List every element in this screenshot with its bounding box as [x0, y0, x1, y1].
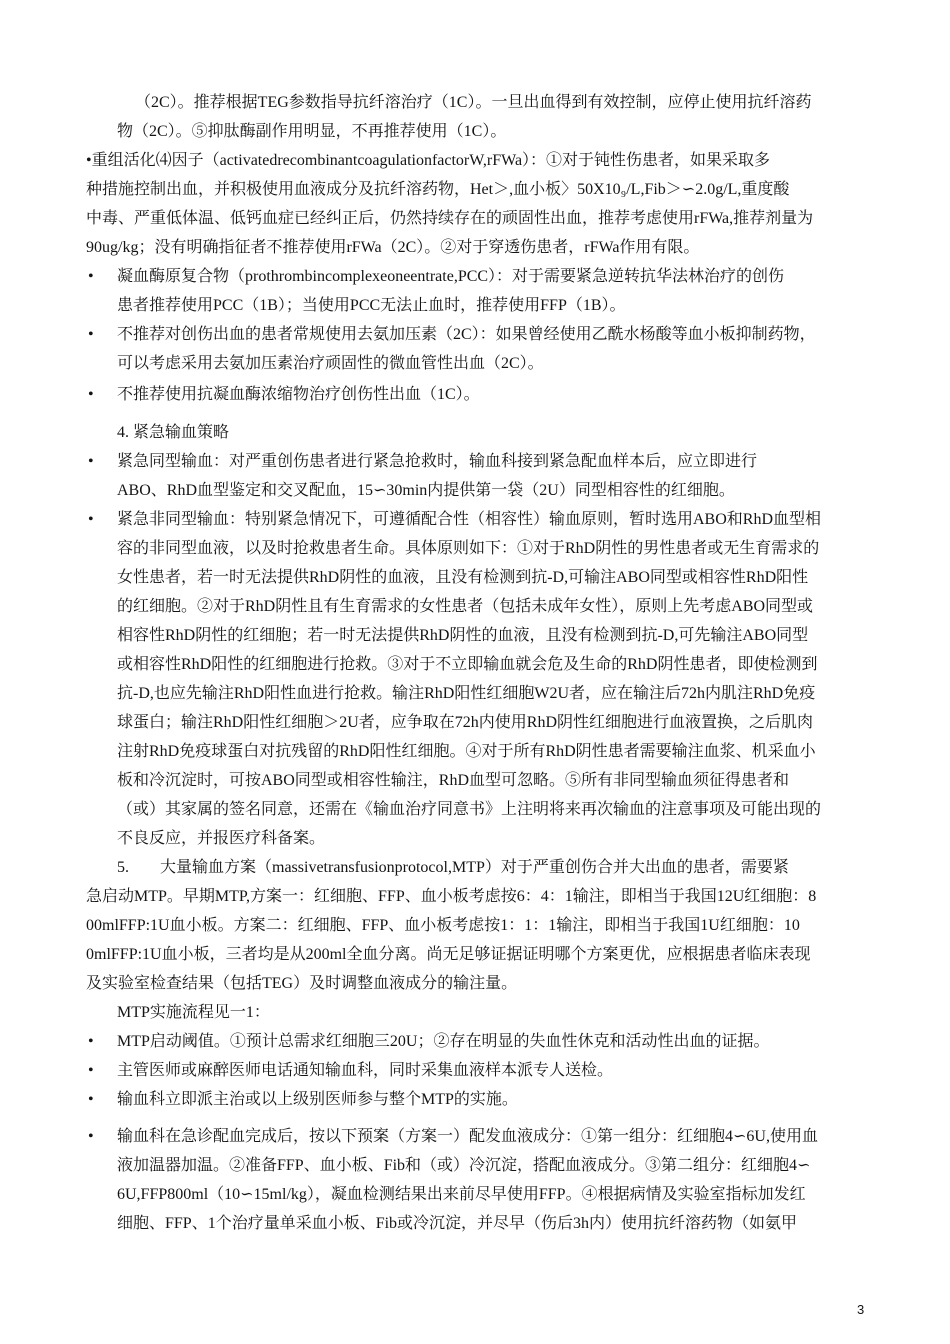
bullet-marker: • [88, 268, 94, 285]
text-line: ABO、RhD血型鉴定和交叉配血，15∽30min内提供第一袋（2U）同型相容性的红细胞。 [117, 482, 735, 499]
text-line: 凝血酶原复合物（prothrombincomplexeoneentrate,PCC）：对于需要紧急逆转抗华法林治疗的创伤 [117, 268, 785, 285]
page-body [86, 88, 868, 1238]
text-line: 注射RhD免疫球蛋白对抗残留的RhD阳性红细胞。④对于所有RhD阴性患者需要输注血浆、机采血小 [117, 743, 816, 760]
bullet-item-mtp-threshold [86, 1027, 868, 1056]
text-line: 细胞、FFP、1个治疗量单采血小板、Fib或冷沉淀，并尽早（伤后3h内）使用抗纤溶药物（如氨甲 [117, 1215, 798, 1232]
text-line: 相容性RhD阴性的红细胞；若一时无法提供RhD阴性的血液，且没有检测到抗-D,可先输注ABO同型 [117, 627, 809, 644]
text-line: 00mlFFP:1U血小板。方案二：红细胞、FFP、血小板考虑按1：1：1输注，即相当于我国1U红细胞：10 [86, 917, 800, 934]
bullet-item-supervise [86, 1085, 868, 1114]
section-number: 5. [117, 859, 129, 876]
paragraph-antifibrinolytic-continued [86, 88, 868, 146]
bullet-marker: • [88, 511, 94, 528]
text-line: 中毒、严重低体温、低钙血症已经纠正后，仍然持续存在的顽固性出血，推荐考虑使用rFWa,推荐剂量为 [86, 210, 814, 227]
text-line: 球蛋白；输注RhD阳性红细胞＞2U者，应争取在72h内使用RhD阴性红细胞进行血液置换，之后肌肉 [117, 714, 814, 731]
text-line: （或）其家属的签名同意，还需在《输血治疗同意书》上注明将来再次输血的注意事项及可能出现的 [117, 801, 822, 818]
bullet-item-dispense [86, 1122, 868, 1238]
text-line: 物（2C）。⑤抑肽酶副作用明显，不再推荐使用（1C）。 [117, 123, 507, 140]
mtp-flow-label: MTP实施流程见一1： [117, 1004, 270, 1021]
bullet-item-antithrombin [86, 380, 868, 409]
page-number: 3 [857, 1302, 865, 1317]
text-line: MTP启动阈值。①预计总需求红细胞三20U；②存在明显的失血性休克和活动性出血的证据。 [117, 1033, 770, 1050]
text-line: 0mlFFP:1U血小板，三者均是从200ml全血分离。尚无足够证据证明哪个方案更优，应根据患者临床表现 [86, 946, 811, 963]
text-line: 紧急非同型输血：特别紧急情况下，可遵循配合性（相容性）输血原则，暂时选用ABO和RhD血型相 [117, 511, 822, 528]
text-line: 容的非同型血液，以及时抢救患者生命。具体原则如下：①对于RhD阴性的男性患者或无生育需求的 [117, 540, 820, 557]
text-line: 不推荐对创伤出血的患者常规使用去氨加压素（2C）：如果曾经使用乙酰水杨酸等血小板抑制药物， [117, 326, 816, 343]
text-line: 或相容性RhD阳性的红细胞进行抢救。③对于不立即输血就会危及生命的RhD阴性患者，即使检测到 [117, 656, 818, 673]
text-line: 90ug/kg；没有明确指征者不推荐使用rFWa（2C）。②对于穿透伤患者，rFWa作用有限。 [86, 239, 700, 256]
section-heading-emergency-transfusion: 4. 紧急输血策略 [117, 424, 230, 441]
bullet-item-same-type [86, 447, 868, 505]
text-line: 女性患者，若一时无法提供RhD阴性的血液，且没有检测到抗-D,可输注ABO同型或相容性RhD阳性 [117, 569, 809, 586]
bullet-marker: • [88, 1091, 94, 1108]
bullet-item-desmopressin [86, 320, 868, 378]
bullet-marker: • [88, 326, 94, 343]
text-line: 不良反应，并报医疗科备案。 [117, 830, 326, 847]
paragraph-rfviia [86, 146, 868, 262]
bullet-marker: • [88, 453, 94, 470]
bullet-marker: • [88, 386, 94, 403]
text-line: （2C）。推荐根据TEG参数指导抗纤溶治疗（1C）。一旦出血得到有效控制，应停止使用抗纤溶药 [135, 94, 812, 111]
text-line: 可以考虑采用去氨加压素治疗顽固性的微血管性出血（2C）。 [117, 355, 544, 372]
text-line: 主管医师或麻醉医师电话通知输血科，同时采集血液样本派专人送检。 [117, 1062, 614, 1079]
bullet-item-non-same-type [86, 505, 868, 853]
text-line: 输血科立即派主治或以上级别医师参与整个MTP的实施。 [117, 1091, 518, 1108]
text-line: 抗-D,也应先输注RhD阳性血进行抢救。输注RhD阳性红细胞W2U者，应在输注后72h内肌注RhD免疫 [117, 685, 816, 702]
text-line: 液加温器加温。②准备FFP、血小板、Fib和（或）冷沉淀，搭配血液成分。③第二组分：红细胞4∽ [117, 1157, 811, 1174]
text-line [86, 853, 868, 882]
text-line: 患者推荐使用PCC（1B）；当使用PCC无法止血时，推荐使用FFP（1B）。 [117, 297, 626, 314]
text-line: 紧急同型输血：对严重创伤患者进行紧急抢救时，输血科接到紧急配血样本后，应立即进行 [117, 453, 758, 470]
bullet-item-pcc [86, 262, 868, 320]
bullet-marker: • [88, 1033, 94, 1050]
text-line: 急启动MTP。早期MTP,方案一：红细胞、FFP、血小板考虑按6：4：1输注，即相当于我国12U红细胞：8 [86, 888, 817, 905]
text-line: 种措施控制出血，并积极使用血液成分及抗纤溶药物，Het＞,血小板〉50X10₉/L,Fib＞∽2.0g/L,重度酸 [86, 181, 790, 198]
text-line: 6U,FFP800ml（10∽15ml/kg），凝血检测结果出来前尽早使用FFP。④根据病情及实验室指标加发红 [117, 1186, 806, 1203]
text-line: •重组活化⑷因子（activatedrecombinantcoagulationfactorW,rFWa）：①对于钝性伤患者，如果采取多 [86, 152, 771, 169]
text-line: 板和冷沉淀时，可按ABO同型或相容性输注，RhD血型可忽略。⑤所有非同型输血须征得患者和 [117, 772, 790, 789]
bullet-marker: • [88, 1062, 94, 1079]
text-line: 及实验室检查结果（包括TEG）及时调整血液成分的输注量。 [86, 975, 518, 992]
paragraph-massive-transfusion-protocol [86, 853, 868, 998]
bullet-marker: • [88, 1128, 94, 1145]
bullet-item-notify [86, 1056, 868, 1085]
text-segment: 大量输血方案（massivetransfusionprotocol,MTP）对于严重创伤合并大出血的患者，需要紧 [160, 859, 789, 876]
text-line: 的红细胞。②对于RhD阴性且有生育需求的女性患者（包括未成年女性），原则上先考虑ABO同型或 [117, 598, 814, 615]
text-line: 输血科在急诊配血完成后，按以下预案（方案一）配发血液成分：①第一组分：红细胞4∽6U,使用血 [117, 1128, 818, 1145]
text-line: 不推荐使用抗凝血酶浓缩物治疗创伤性出血（1C）。 [117, 386, 480, 403]
